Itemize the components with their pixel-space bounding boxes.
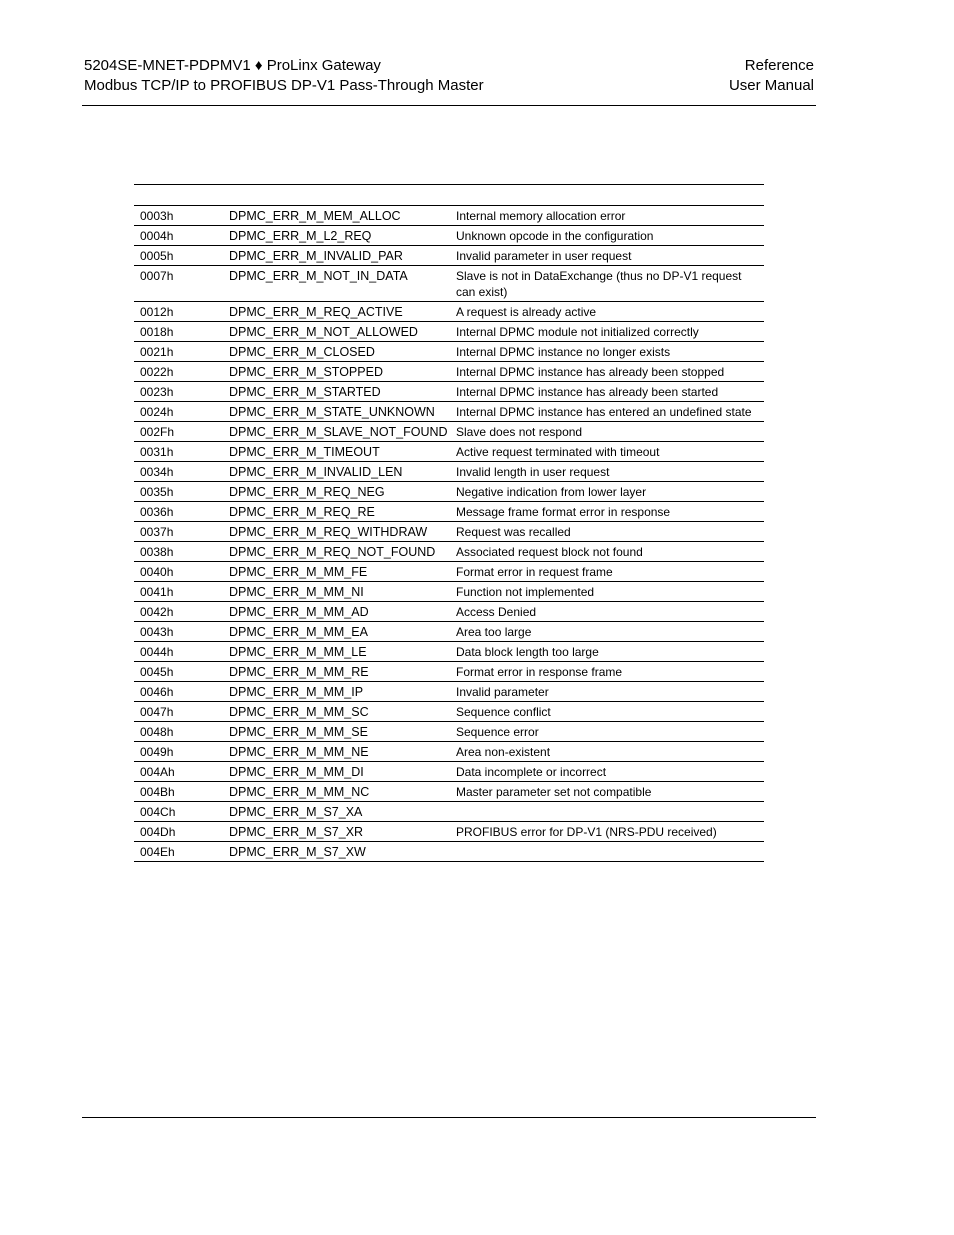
error-description-cell: Area non-existent	[456, 745, 551, 759]
error-code-cell: 0031h	[140, 445, 174, 459]
error-description-cell: Active request terminated with timeout	[456, 445, 660, 459]
error-code-cell: 0049h	[140, 745, 174, 759]
error-code-cell: 0023h	[140, 385, 174, 399]
error-code-cell: 002Fh	[140, 425, 175, 439]
table-row	[134, 562, 764, 582]
table-row	[134, 802, 764, 822]
error-description-cell: Invalid parameter	[456, 685, 549, 699]
error-description-cell: Message frame format error in response	[456, 505, 671, 519]
error-code-cell: 0021h	[140, 345, 174, 359]
table-row	[134, 246, 764, 266]
error-name-cell: DPMC_ERR_M_NOT_IN_DATA	[229, 269, 408, 283]
table-header-row	[134, 184, 764, 206]
error-code-cell: 0035h	[140, 485, 174, 499]
error-name-cell: DPMC_ERR_M_REQ_NOT_FOUND	[229, 545, 436, 559]
error-code-cell: 004Eh	[140, 845, 175, 859]
table-row	[134, 782, 764, 802]
header-divider	[82, 105, 816, 106]
error-name-cell: DPMC_ERR_M_SLAVE_NOT_FOUND	[229, 425, 448, 439]
error-code-cell: 0047h	[140, 705, 174, 719]
error-name-cell: DPMC_ERR_M_TIMEOUT	[229, 445, 380, 459]
error-description-cell: Master parameter set not compatible	[456, 785, 652, 799]
error-name-cell: DPMC_ERR_M_INVALID_PAR	[229, 249, 403, 263]
error-name-cell: DPMC_ERR_M_L2_REQ	[229, 229, 372, 243]
error-name-cell: DPMC_ERR_M_INVALID_LEN	[229, 465, 403, 479]
table-row	[134, 622, 764, 642]
error-code-cell: 004Ch	[140, 805, 176, 819]
error-code-cell: 004Ah	[140, 765, 175, 779]
error-description-cell: Data incomplete or incorrect	[456, 765, 607, 779]
table-row	[134, 522, 764, 542]
header-right	[729, 56, 814, 96]
error-code-cell: 0044h	[140, 645, 174, 659]
error-description-cell: Associated request block not found	[456, 545, 643, 559]
error-code-cell: 0034h	[140, 465, 174, 479]
table-row	[134, 842, 764, 862]
table-row	[134, 682, 764, 702]
error-description-cell: Internal DPMC instance has already been started	[456, 385, 719, 399]
page-header	[84, 56, 814, 96]
error-name-cell: DPMC_ERR_M_MM_AD	[229, 605, 369, 619]
error-name-cell: DPMC_ERR_M_MM_NI	[229, 585, 364, 599]
table-row	[134, 266, 764, 302]
error-name-cell: DPMC_ERR_M_MM_LE	[229, 645, 367, 659]
error-name-cell: DPMC_ERR_M_S7_XA	[229, 805, 363, 819]
error-name-cell: DPMC_ERR_M_STOPPED	[229, 365, 383, 379]
error-name-cell: DPMC_ERR_M_S7_XW	[229, 845, 366, 859]
error-description-cell: Slave is not in DataExchange (thus no DP-V1 request can exist)	[456, 269, 742, 299]
table-row	[134, 602, 764, 622]
table-body	[134, 206, 764, 862]
error-name-cell: DPMC_ERR_M_MM_NC	[229, 785, 370, 799]
error-name-cell: DPMC_ERR_M_REQ_NEG	[229, 485, 385, 499]
error-description-cell: Internal DPMC instance has already been stopped	[456, 365, 725, 379]
error-name-cell: DPMC_ERR_M_MM_EA	[229, 625, 368, 639]
table-row	[134, 302, 764, 322]
error-code-cell: 0043h	[140, 625, 174, 639]
error-name-cell: DPMC_ERR_M_REQ_WITHDRAW	[229, 525, 428, 539]
error-name-cell: DPMC_ERR_M_MM_DI	[229, 765, 364, 779]
table-row	[134, 226, 764, 246]
product-subtitle: Modbus TCP/IP to PROFIBUS DP-V1 Pass-Through Master	[84, 77, 484, 94]
error-code-cell: 0003h	[140, 209, 174, 223]
error-code-cell: 0012h	[140, 305, 174, 319]
error-name-cell: DPMC_ERR_M_REQ_RE	[229, 505, 375, 519]
error-description-cell	[450, 844, 764, 860]
table-row	[134, 462, 764, 482]
table-row	[134, 662, 764, 682]
error-description-cell: Slave does not respond	[456, 425, 583, 439]
table-row	[134, 822, 764, 842]
error-description-cell: Format error in request frame	[456, 565, 613, 579]
table-row	[134, 422, 764, 442]
error-code-cell: 004Dh	[140, 825, 176, 839]
error-description-cell: PROFIBUS error for DP-V1 (NRS-PDU received)	[456, 825, 717, 839]
table-row	[134, 542, 764, 562]
error-description-cell: Invalid parameter in user request	[456, 249, 632, 263]
error-description-cell: Request was recalled	[456, 525, 571, 539]
table-row	[134, 702, 764, 722]
error-name-cell: DPMC_ERR_M_MM_RE	[229, 665, 369, 679]
error-code-cell: 0045h	[140, 665, 174, 679]
error-code-cell: 0037h	[140, 525, 174, 539]
error-code-cell: 0048h	[140, 725, 174, 739]
error-code-cell: 0022h	[140, 365, 174, 379]
header-left	[84, 56, 484, 96]
error-code-cell: 0007h	[140, 269, 174, 283]
error-description-cell: Function not implemented	[456, 585, 595, 599]
footer-divider	[82, 1117, 816, 1118]
error-name-cell: DPMC_ERR_M_MM_IP	[229, 685, 364, 699]
error-code-cell: 0042h	[140, 605, 174, 619]
table-row	[134, 582, 764, 602]
error-name-cell: DPMC_ERR_M_CLOSED	[229, 345, 375, 359]
header-cell-description	[450, 185, 764, 205]
error-code-table	[134, 184, 764, 862]
table-row	[134, 402, 764, 422]
table-row	[134, 762, 764, 782]
error-description-cell: Negative indication from lower layer	[456, 485, 647, 499]
table-row	[134, 482, 764, 502]
error-description-cell: Sequence conflict	[456, 705, 551, 719]
document-type: User Manual	[728, 77, 814, 94]
error-description-cell: Unknown opcode in the configuration	[456, 229, 654, 243]
table-row	[134, 206, 764, 226]
error-name-cell: DPMC_ERR_M_S7_XR	[229, 825, 364, 839]
section-name: Reference	[744, 57, 814, 74]
error-name-cell: DPMC_ERR_M_STARTED	[229, 385, 381, 399]
error-name-cell: DPMC_ERR_M_MM_SE	[229, 725, 368, 739]
table-row	[134, 742, 764, 762]
error-description-cell: Sequence error	[456, 725, 539, 739]
error-description-cell: Internal DPMC instance has entered an undefined state	[456, 405, 752, 419]
error-code-cell: 0018h	[140, 325, 174, 339]
table-row	[134, 722, 764, 742]
error-code-cell: 0005h	[140, 249, 174, 263]
error-name-cell: DPMC_ERR_M_REQ_ACTIVE	[229, 305, 403, 319]
error-code-cell: 0040h	[140, 565, 174, 579]
error-name-cell: DPMC_ERR_M_MM_NE	[229, 745, 369, 759]
table-row	[134, 502, 764, 522]
error-code-cell: 0046h	[140, 685, 174, 699]
error-description-cell: Internal DPMC module not initialized correctly	[456, 325, 699, 339]
error-name-cell: DPMC_ERR_M_MM_FE	[229, 565, 368, 579]
table-row	[134, 342, 764, 362]
error-code-cell: 004Bh	[140, 785, 175, 799]
error-description-cell: Invalid length in user request	[456, 465, 610, 479]
table-row	[134, 642, 764, 662]
error-code-cell: 0024h	[140, 405, 174, 419]
table-row	[134, 322, 764, 342]
product-title: 5204SE-MNET-PDPMV1 ♦ ProLinx Gateway	[84, 57, 381, 74]
error-code-cell: 0038h	[140, 545, 174, 559]
error-description-cell: Internal memory allocation error	[456, 209, 626, 223]
error-code-cell: 0036h	[140, 505, 174, 519]
error-description-cell: Area too large	[456, 625, 532, 639]
table-row	[134, 442, 764, 462]
error-name-cell: DPMC_ERR_M_NOT_ALLOWED	[229, 325, 418, 339]
header-cell-code	[134, 185, 226, 205]
error-code-cell: 0004h	[140, 229, 174, 243]
error-description-cell: Format error in response frame	[456, 665, 623, 679]
error-description-cell: Internal DPMC instance no longer exists	[456, 345, 671, 359]
table-row	[134, 362, 764, 382]
error-name-cell: DPMC_ERR_M_MM_SC	[229, 705, 369, 719]
table-row	[134, 382, 764, 402]
header-cell-name	[226, 185, 450, 205]
error-name-cell: DPMC_ERR_M_STATE_UNKNOWN	[229, 405, 435, 419]
error-description-cell: Access Denied	[456, 605, 537, 619]
error-description-cell: Data block length too large	[456, 645, 599, 659]
error-description-cell: A request is already active	[456, 305, 597, 319]
error-description-cell	[450, 804, 764, 820]
error-code-cell: 0041h	[140, 585, 174, 599]
error-name-cell: DPMC_ERR_M_MEM_ALLOC	[229, 209, 401, 223]
